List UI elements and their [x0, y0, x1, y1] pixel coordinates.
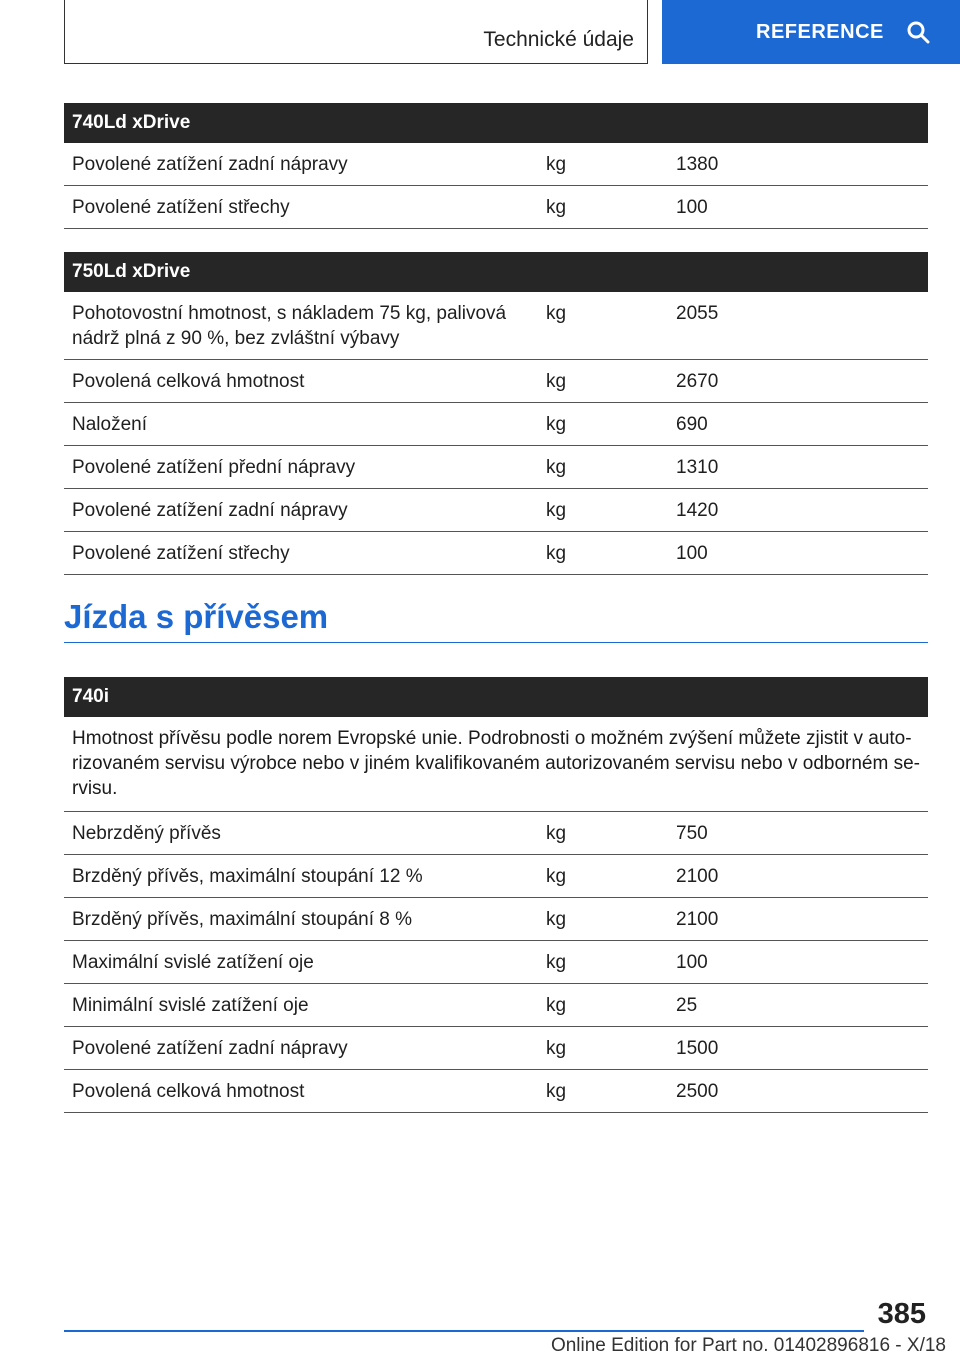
row-label: Minimální svislé zatížení oje — [72, 995, 309, 1016]
row-value: 1310 — [676, 457, 719, 478]
row-unit: kg — [546, 457, 567, 478]
table-row — [64, 855, 928, 898]
row-label: Nebrzděný přívěs — [72, 823, 221, 844]
table-row — [64, 941, 928, 984]
section-heading: Jízda s přívěsem — [64, 598, 928, 643]
row-unit: kg — [546, 1081, 567, 1102]
row-label: Povolené zatížení střechy — [72, 197, 290, 218]
footer-edition: Online Edition for Part no. 01402896816 - X/18 — [550, 1335, 946, 1356]
row-value: 100 — [676, 543, 708, 564]
row-label: Pohotovostní hmotnost, s nákladem 75 kg, palivová nádrž plná z 90 %, bez zvláštní výbavy — [72, 303, 507, 349]
section-name: Technické údaje — [483, 28, 634, 51]
row-label: Povolené zatížení zadní nápravy — [72, 1038, 348, 1059]
table-row — [64, 143, 928, 186]
table-title: 750Ld xDrive — [64, 252, 928, 292]
reference-label: REFERENCE — [756, 20, 884, 43]
row-label: Povolené zatížení zadní nápravy — [72, 500, 348, 521]
row-unit: kg — [546, 995, 567, 1016]
table-note: Hmotnost přívěsu podle norem Evropské unie. Podrobnosti o možném zvýšení můžete zjistit v autorizovaném servisu výrobce nebo v jiném kvalifikovaném autorizovaném servisu nebo v odborném servisu. — [64, 717, 928, 812]
table-row — [64, 292, 928, 360]
row-value: 1420 — [676, 500, 719, 521]
row-value: 2100 — [676, 909, 719, 930]
table-row — [64, 489, 928, 532]
table-row — [64, 532, 928, 575]
row-unit: kg — [546, 909, 567, 930]
row-value: 1500 — [676, 1038, 719, 1059]
table-title: 740Ld xDrive — [64, 103, 928, 143]
page-number: 385 — [877, 1298, 926, 1330]
table-row — [64, 1027, 928, 1070]
row-label: Naložení — [72, 414, 147, 435]
row-value: 1380 — [676, 154, 719, 175]
table-row — [64, 984, 928, 1027]
row-unit: kg — [546, 197, 567, 218]
row-label: Povolené zatížení zadní nápravy — [72, 154, 348, 175]
table-row — [64, 898, 928, 941]
table-title: 740i — [64, 677, 928, 717]
trailer-table-740i — [64, 677, 928, 1113]
search-icon[interactable] — [906, 20, 930, 44]
row-unit: kg — [546, 1038, 567, 1059]
spec-table-740ld — [64, 103, 928, 229]
row-label: Brzděný přívěs, maximální stoupání 8 % — [72, 909, 413, 930]
row-label: Brzděný přívěs, maximální stoupání 12 % — [72, 866, 423, 887]
row-label: Povolené zatížení přední nápravy — [72, 457, 356, 478]
row-unit: kg — [546, 866, 567, 887]
row-label: Povolená celková hmotnost — [72, 1081, 305, 1102]
row-unit: kg — [546, 414, 567, 435]
row-unit: kg — [546, 303, 567, 324]
row-label: Povolená celková hmotnost — [72, 371, 305, 392]
row-value: 100 — [676, 197, 708, 218]
row-value: 2100 — [676, 866, 719, 887]
row-unit: kg — [546, 371, 567, 392]
row-unit: kg — [546, 952, 567, 973]
table-row — [64, 403, 928, 446]
row-label: Maximální svislé zatížení oje — [72, 952, 314, 973]
row-value: 2055 — [676, 303, 719, 324]
row-unit: kg — [546, 154, 567, 175]
row-value: 690 — [676, 414, 708, 435]
table-row — [64, 360, 928, 403]
row-value: 25 — [676, 995, 698, 1016]
table-row — [64, 812, 928, 855]
table-row — [64, 446, 928, 489]
row-value: 100 — [676, 952, 708, 973]
row-label: Povolené zatížení střechy — [72, 543, 290, 564]
footer-divider — [64, 1330, 864, 1332]
row-unit: kg — [546, 543, 567, 564]
row-value: 2670 — [676, 371, 719, 392]
row-unit: kg — [546, 823, 567, 844]
row-value: 750 — [676, 823, 708, 844]
table-row — [64, 1070, 928, 1113]
reference-tab[interactable] — [662, 0, 960, 64]
table-row — [64, 186, 928, 229]
spec-table-750ld — [64, 252, 928, 575]
row-value: 2500 — [676, 1081, 719, 1102]
row-unit: kg — [546, 500, 567, 521]
